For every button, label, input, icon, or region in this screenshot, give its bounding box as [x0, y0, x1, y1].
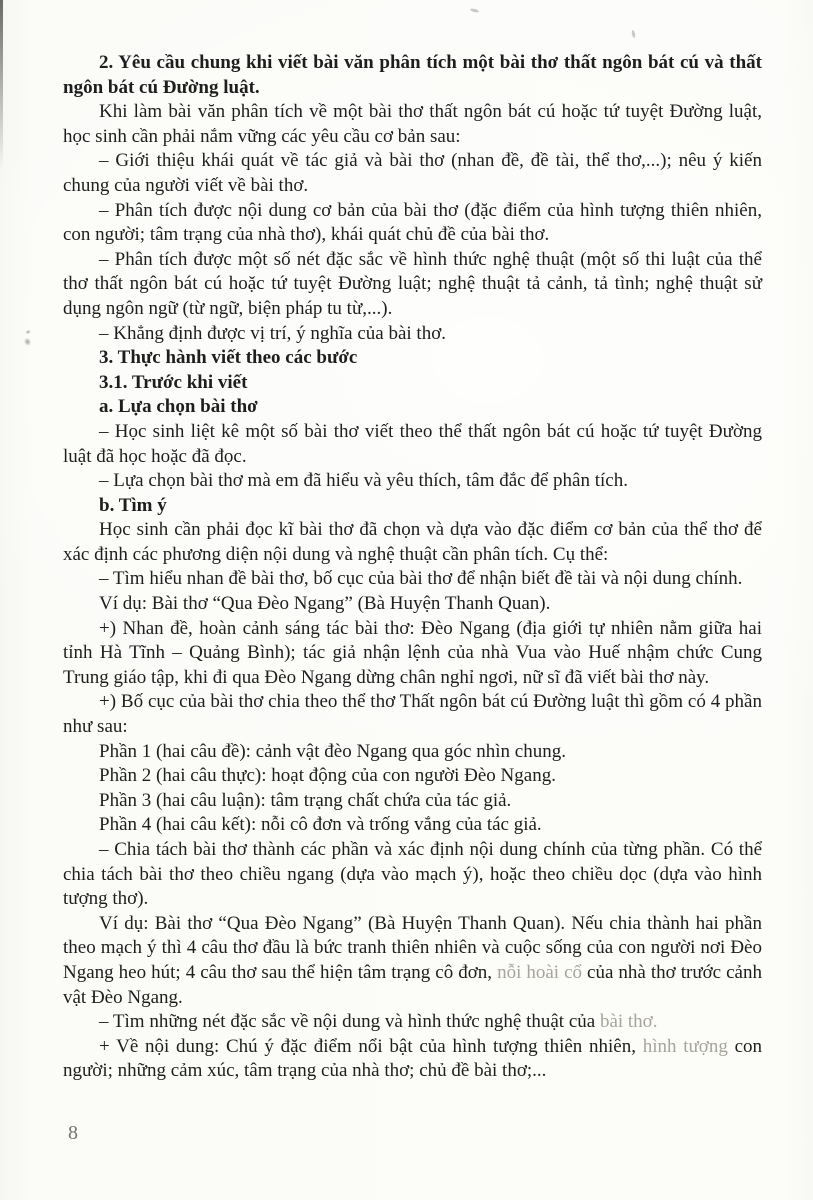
- body-paragraph: [63, 912, 762, 1010]
- text-run: – Chia tách bài thơ thành các phần và xác định nội dung chính của từng phần. Có thể chia tách bài thơ theo chiều ngang (dựa vào mạch ý), hoặc theo chiều dọc (dựa vào hình tượng thơ).: [63, 839, 762, 910]
- text-run: Phần 1 (hai câu đề): cảnh vật đèo Ngang qua góc nhìn chung.: [99, 740, 566, 762]
- text-run: – Phân tích được một số nét đặc sắc về hình thức nghệ thuật (một số thi luật của thể thơ thất ngôn bát cú hoặc tứ tuyệt Đường luật; nghệ thuật tả cảnh, tả tình; nghệ thuật sử dụng ngôn ngữ (từ ngữ, biện pháp tu từ,...).: [63, 248, 762, 319]
- body-paragraph: [63, 199, 762, 248]
- body-paragraph: [63, 420, 762, 469]
- body-paragraph: [63, 567, 762, 592]
- heading-paragraph: [63, 371, 762, 396]
- body-paragraph: [63, 469, 762, 494]
- faded-text: bài thơ.: [599, 1011, 658, 1033]
- text-run: 3. Thực hành viết theo các bước: [99, 347, 358, 369]
- text-run: + Về nội dung: Chú ý đặc điểm nổi bật của hình tượng thiên nhiên,: [99, 1035, 643, 1057]
- text-run: con người; những cảm xúc, tâm trạng của nhà thơ; chủ đề bài thơ;...: [63, 1035, 763, 1082]
- text-run: – Tìm những nét đặc sắc về nội dung và hình thức nghệ thuật của: [99, 1011, 600, 1033]
- body-paragraph: [63, 518, 762, 567]
- text-run: Học sinh cần phải đọc kĩ bài thơ đã chọn và dựa vào đặc điểm cơ bản của thể thơ để xác định các phương diện nội dung và nghệ thuật cần phân tích. Cụ thể:: [63, 519, 762, 565]
- body-paragraph: [63, 838, 762, 912]
- text-run: – Học sinh liệt kê một số bài thơ viết theo thể thất ngôn bát cú hoặc tứ tuyệt Đường luật đã học hoặc đã đọc.: [63, 420, 762, 467]
- text-run: Phần 3 (hai câu luận): tâm trạng chất chứa của tác giả.: [99, 789, 512, 811]
- text-run: Phần 2 (hai câu thực): hoạt động của con người Đèo Ngang.: [99, 765, 556, 787]
- text-run: – Phân tích được nội dung cơ bản của bài thơ (đặc điểm của hình tượng thiên nhiên, con người; tâm trạng của nhà thơ), khái quát chủ đề của bài thơ.: [63, 199, 762, 246]
- heading-paragraph: [63, 51, 762, 100]
- body-paragraph: [63, 100, 762, 149]
- body-paragraph: [63, 1010, 762, 1035]
- text-run: của nhà thơ trước cảnh vật Đèo Ngang.: [63, 961, 762, 1008]
- text-run: b. Tìm ý: [99, 494, 167, 516]
- text-run: +) Bố cục của bài thơ chia theo thể thơ Thất ngôn bát cú Đường luật thì gồm có 4 phần như sau:: [63, 691, 762, 738]
- body-paragraph: [63, 592, 762, 617]
- heading-paragraph: [63, 494, 762, 519]
- text-run: a. Lựa chọn bài thơ: [99, 396, 258, 418]
- body-paragraph: [63, 690, 762, 739]
- scan-speck: [631, 30, 636, 38]
- body-paragraph: [63, 813, 762, 838]
- text-run: Ví dụ: Bài thơ “Qua Đèo Ngang” (Bà Huyện Thanh Quan).: [99, 593, 551, 615]
- heading-paragraph: [63, 395, 762, 420]
- text-run: – Giới thiệu khái quát về tác giả và bài thơ (nhan đề, đề tài, thể thơ,...); nêu ý kiến chung của người viết về bài thơ.: [63, 150, 762, 196]
- body-paragraph: [63, 248, 762, 322]
- text-run: Khi làm bài văn phân tích về một bài thơ thất ngôn bát cú hoặc tứ tuyệt Đường luật, học sinh cần phải nắm vững các yêu cầu cơ bản sau:: [63, 101, 762, 147]
- text-run: +) Nhan đề, hoàn cảnh sáng tác bài thơ: Đèo Ngang (địa giới tự nhiên nằm giữa hai tỉnh Hà Tĩnh – Quảng Bình); tác giả nhận lệnh của nhà Vua vào Huế nhậm chức Cung Trung giáo tập, khi đi qua Đèo Ngang dừng chân nghỉ ngơi, nữ sĩ đã viết bài thơ này.: [63, 617, 762, 688]
- scan-edge-artifact: [0, 0, 3, 170]
- text-run: Ví dụ: Bài thơ “Qua Đèo Ngang” (Bà Huyện Thanh Quan). Nếu chia thành hai phần theo mạch ý thì 4 câu thơ đầu là bức tranh thiên nhiên và cuộc sống của con người nơi Đèo Ngang heo hút; 4 câu thơ sau thể hiện tâm trạng cô đơn,: [63, 912, 762, 983]
- text-run: 3.1. Trước khi viết: [99, 371, 248, 393]
- text-run: – Khẳng định được vị trí, ý nghĩa của bài thơ.: [99, 322, 446, 344]
- heading-paragraph: [63, 346, 762, 371]
- body-paragraph: [63, 789, 762, 814]
- text-run: 2. Yêu cầu chung khi viết bài văn phân tích một bài thơ thất ngôn bát cú và thất ngôn bát cú Đường luật.: [63, 52, 762, 98]
- page-number: 8: [68, 1122, 78, 1144]
- text-run: – Tìm hiểu nhan đề bài thơ, bố cục của bài thơ để nhận biết đề tài và nội dung chính.: [99, 568, 743, 590]
- faded-text: hình tượng: [642, 1035, 728, 1057]
- body-paragraph: [63, 149, 762, 198]
- faded-text: nỗi hoài cổ: [497, 961, 583, 983]
- scan-speck: [470, 8, 479, 13]
- body-paragraph: [63, 764, 762, 789]
- body-paragraph: [63, 740, 762, 765]
- scan-smudge: [18, 327, 36, 348]
- body-paragraph: [63, 322, 762, 347]
- body-paragraph: [63, 617, 762, 691]
- body-paragraph: [63, 1035, 762, 1084]
- text-run: – Lựa chọn bài thơ mà em đã hiểu và yêu thích, tâm đắc để phân tích.: [99, 470, 628, 492]
- text-run: Phần 4 (hai câu kết): nỗi cô đơn và trống vắng của tác giả.: [99, 814, 542, 836]
- page-text: [63, 51, 762, 1084]
